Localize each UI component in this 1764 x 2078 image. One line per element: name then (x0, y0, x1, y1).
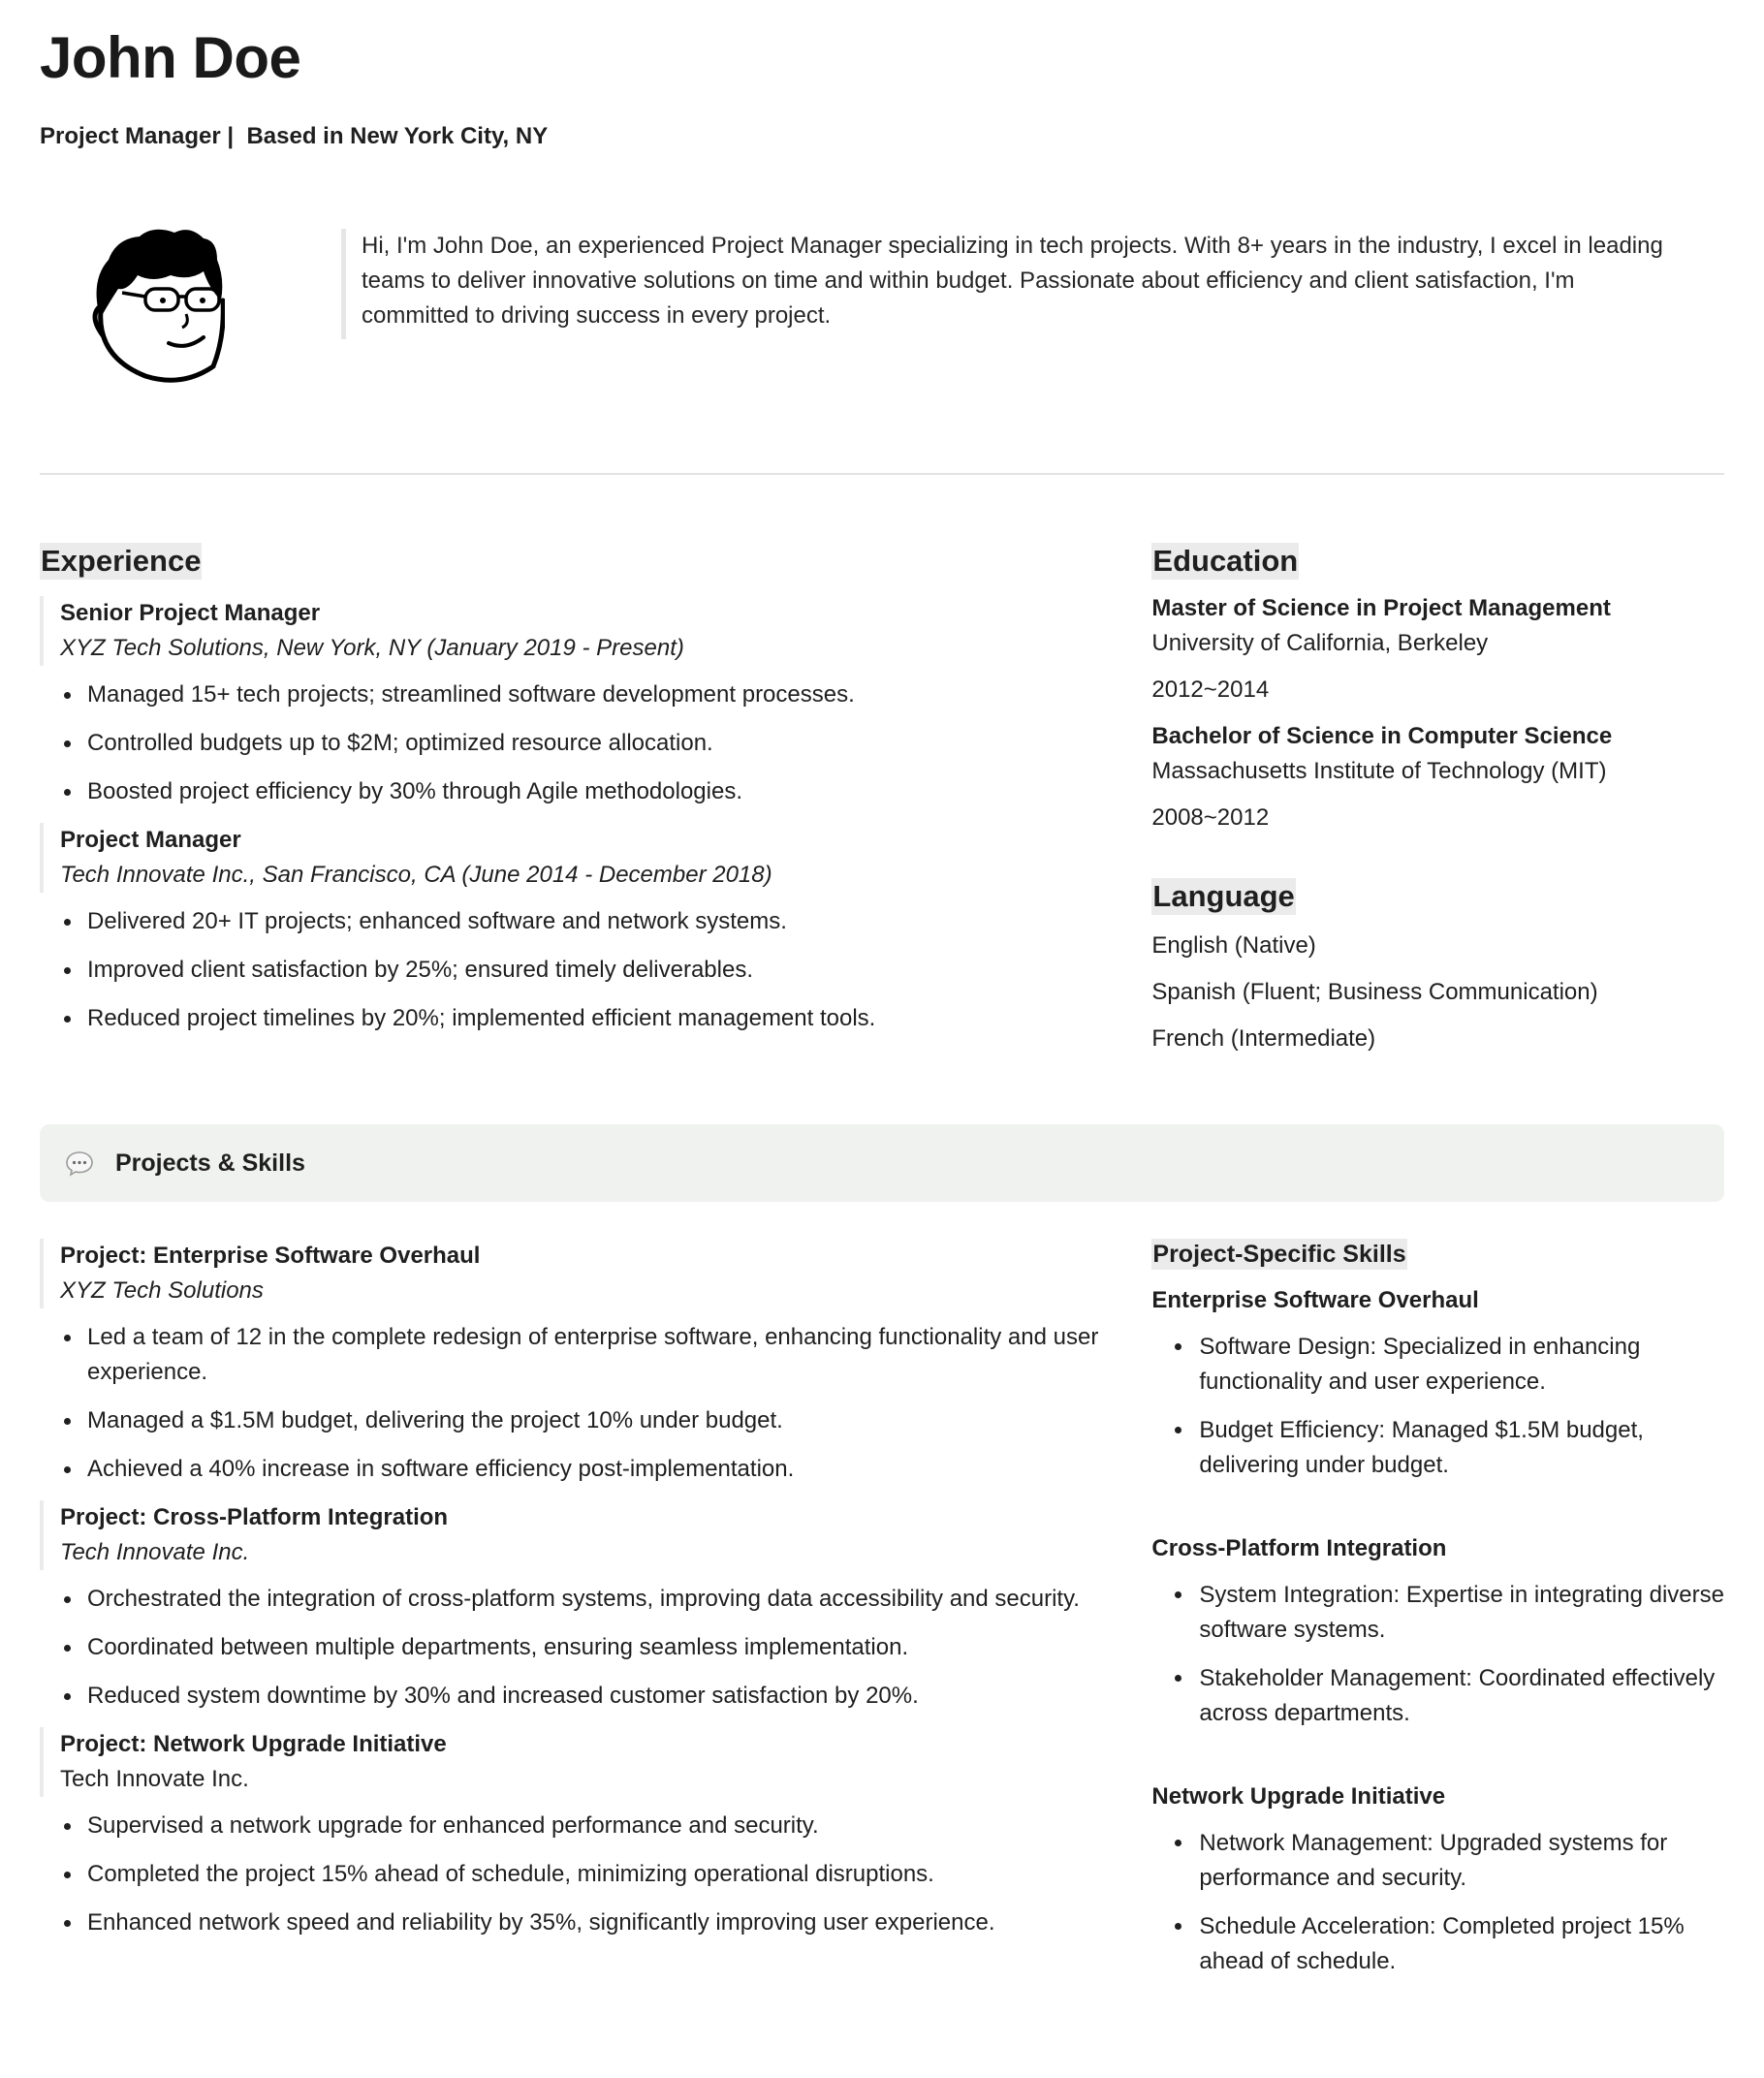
list-item: • Schedule Acceleration: Completed project 15% ahead of schedule. (1195, 1909, 1724, 1979)
experience-education-row (40, 543, 1724, 1056)
list-item: • Managed a $1.5M budget, delivering the project 10% under budget. (83, 1403, 1151, 1438)
projects-skills-callout (40, 1124, 1724, 1202)
list-item: • Boosted project efficiency by 30% through Agile methodologies. (83, 774, 1151, 809)
projects-column (40, 1202, 1151, 1993)
job-title: Project Manager (60, 827, 241, 853)
list-item: • Orchestrated the integration of cross-platform systems, improving data accessibility and security. (83, 1582, 1151, 1617)
list-item: • Controlled budgets up to $2M; optimized resource allocation. (83, 726, 1151, 761)
project-title: Project: Cross-Platform Integration (60, 1504, 449, 1530)
experience-column (40, 543, 1151, 1056)
intro-section (40, 229, 1724, 403)
person-name: John Doe (40, 25, 301, 90)
list-item: • Coordinated between multiple departments, ensuring seamless implementation. (83, 1630, 1151, 1665)
education-language-column (1151, 543, 1724, 1056)
skill-project-name: Enterprise Software Overhaul (1151, 1287, 1479, 1313)
skill-list (1151, 1826, 1724, 1979)
job-bullets (40, 904, 1151, 1036)
project-title: Project: Enterprise Software Overhaul (60, 1243, 481, 1269)
job-title: Senior Project Manager (60, 600, 321, 626)
section-divider (40, 473, 1724, 475)
project-title: Project: Network Upgrade Initiative (60, 1731, 447, 1757)
project-bullets (40, 1320, 1151, 1487)
degree-years: 2008~2012 (1151, 804, 1270, 831)
job-entry (40, 596, 1151, 666)
job-entry (40, 823, 1151, 893)
degree-title: Bachelor of Science in Computer Science (1151, 723, 1613, 749)
job-title-location: Project Manager | Based in New York City, NY (40, 123, 549, 149)
experience-heading: Experience (41, 544, 202, 578)
language-heading: Language (1152, 879, 1295, 913)
projects-skills-row (40, 1202, 1724, 1993)
degree-title: Master of Science in Project Management (1151, 595, 1611, 621)
cartoon-face-avatar-icon (89, 221, 225, 386)
degree-years: 2012~2014 (1151, 677, 1270, 703)
skill-project-name: Cross-Platform Integration (1151, 1535, 1447, 1561)
skill-list (1151, 1578, 1724, 1731)
project-entry (40, 1239, 1151, 1308)
project-company: Tech Innovate Inc. (60, 1766, 249, 1792)
skills-heading: Project-Specific Skills (1152, 1241, 1406, 1268)
list-item: • Network Management: Upgraded systems for performance and security. (1195, 1826, 1724, 1896)
project-entry (40, 1727, 1151, 1797)
list-item: • System Integration: Expertise in integrating diverse software systems. (1195, 1578, 1724, 1648)
list-item: • Achieved a 40% increase in software efficiency post-implementation. (83, 1452, 1151, 1487)
project-bullets (40, 1809, 1151, 1940)
project-entry (40, 1500, 1151, 1570)
education-heading: Education (1152, 544, 1299, 578)
school-name: Massachusetts Institute of Technology (MIT) (1151, 758, 1607, 784)
language-item: French (Intermediate) (1151, 1025, 1376, 1052)
skill-project-name: Network Upgrade Initiative (1151, 1783, 1446, 1810)
bio-text: Hi, I'm John Doe, an experienced Project Manager specializing in tech projects. With 8+ years in the industry, I excel in leading teams to deliver innovative solutions on time and within budget. Passionate about efficiency and client satisfaction, I'm committed to driving success in every project. (341, 229, 1679, 339)
job-company: XYZ Tech Solutions, New York, NY (January 2019 - Present) (60, 635, 684, 661)
list-item: • Completed the project 15% ahead of schedule, minimizing operational disruptions. (83, 1857, 1151, 1892)
school-name: University of California, Berkeley (1151, 630, 1489, 656)
list-item: • Reduced system downtime by 30% and increased customer satisfaction by 20%. (83, 1679, 1151, 1714)
list-item: • Software Design: Specialized in enhancing functionality and user experience. (1195, 1330, 1724, 1400)
project-company: XYZ Tech Solutions (60, 1277, 264, 1304)
skills-column (1151, 1202, 1724, 1993)
skill-list (1151, 1330, 1724, 1483)
list-item: • Budget Efficiency: Managed $1.5M budget, delivering under budget. (1195, 1413, 1724, 1483)
language-item: Spanish (Fluent; Business Communication) (1151, 979, 1598, 1005)
job-company: Tech Innovate Inc., San Francisco, CA (June 2014 - December 2018) (60, 862, 772, 888)
list-item: • Enhanced network speed and reliability by 35%, significantly improving user experience. (83, 1905, 1151, 1940)
list-item: • Stakeholder Management: Coordinated effectively across departments. (1195, 1661, 1724, 1731)
list-item: • Managed 15+ tech projects; streamlined software development processes. (83, 677, 1151, 712)
job-bullets (40, 677, 1151, 809)
project-company: Tech Innovate Inc. (60, 1539, 250, 1565)
list-item: • Reduced project timelines by 20%; implemented efficient management tools. (83, 1001, 1151, 1036)
project-bullets (40, 1582, 1151, 1714)
list-item: • Improved client satisfaction by 25%; ensured timely deliverables. (83, 953, 1151, 988)
language-item: English (Native) (1151, 932, 1316, 959)
list-item: • Delivered 20+ IT projects; enhanced software and network systems. (83, 904, 1151, 939)
list-item: • Led a team of 12 in the complete redesign of enterprise software, enhancing functionality and user experience. (83, 1320, 1151, 1390)
list-item: • Supervised a network upgrade for enhanced performance and security. (83, 1809, 1151, 1843)
callout-label: Projects & Skills (115, 1149, 305, 1177)
speech-bubble-icon (65, 1149, 94, 1178)
